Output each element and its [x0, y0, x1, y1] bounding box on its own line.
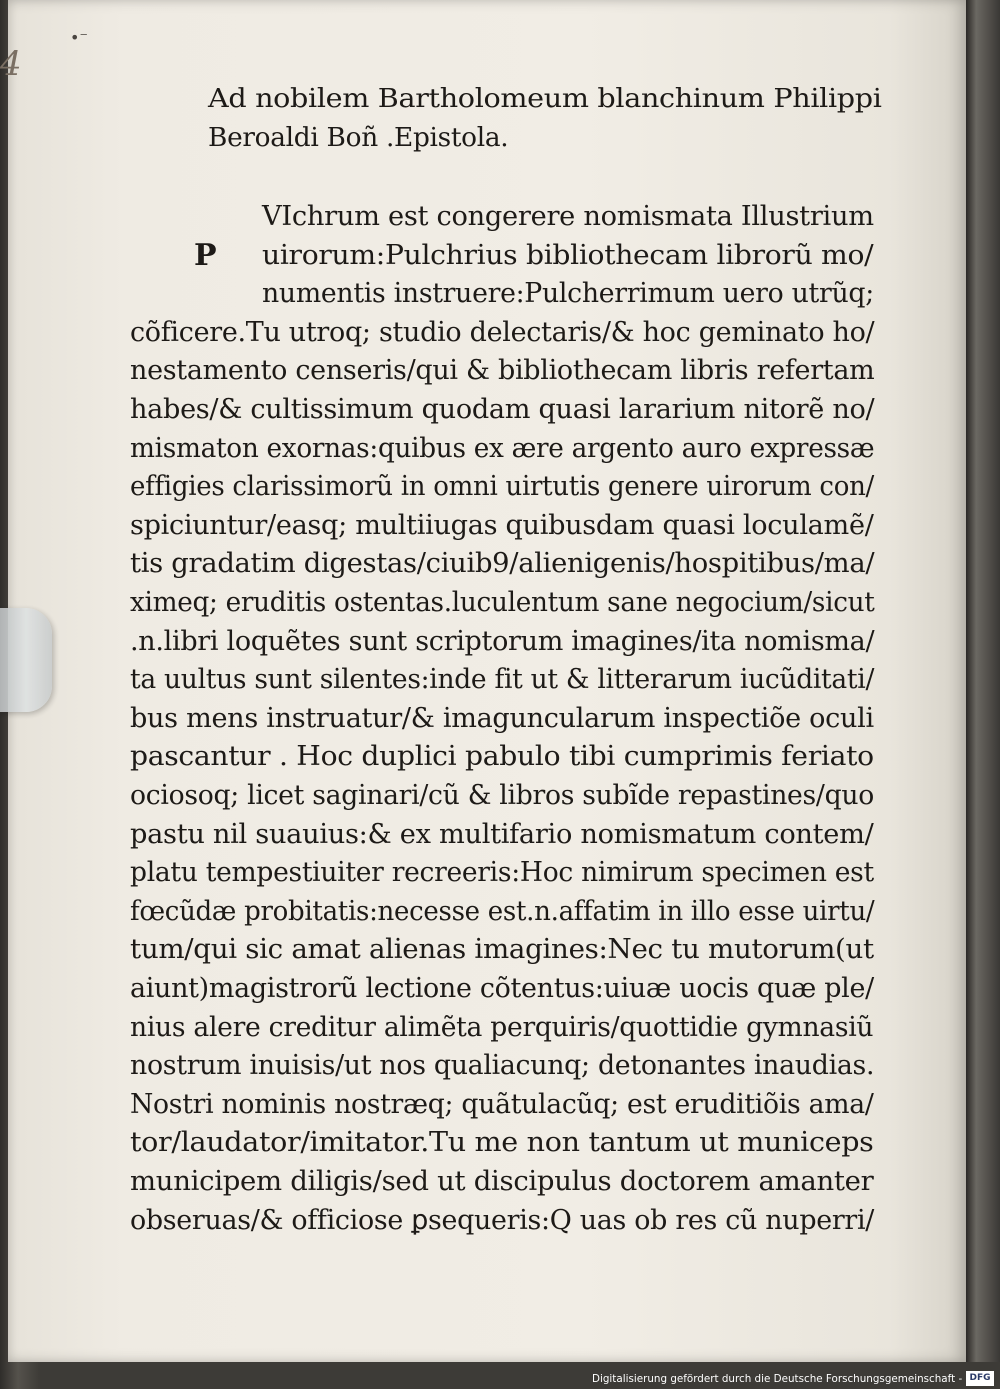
book-page [8, 0, 966, 1362]
body-line: numentis instruere:Pulcherrimum uero utrũq; [262, 278, 874, 310]
body-line: tis gradatim digestas/ciuib9/alienigenis/hospitibus/ma/ [130, 548, 875, 580]
margin-mark: 4 [0, 44, 22, 84]
body-line: bus mens instruatur/& imaguncularum inspectiõe oculi [130, 702, 874, 734]
body-line: aiunt)magistrorũ lectione cõtentus:uiuæ uocis quæ ple/ [130, 973, 874, 1004]
body-line: uirorum:Pulchrius bibliothecam librorũ mo/ [262, 239, 874, 271]
body-line: .n.libri loquẽtes sunt scriptorum imagines/ita nomisma/ [130, 625, 875, 657]
body-line: platu tempestiuiter recreeris:Hoc nimirum specimen est [130, 857, 874, 889]
body-line: nostrum inuisis/ut nos qualiacunq; detonantes inaudias. [130, 1050, 875, 1082]
digitization-credit: Digitalisierung gefördert durch die Deutsche Forschungsgemeinschaft - [592, 1372, 963, 1385]
body-line: Nostri nominis nostræq; quãtulacũq; est eruditiõis ama/ [130, 1088, 874, 1120]
body-line: pastu nil suauius:& ex multifario nomismatum contem/ [130, 818, 874, 850]
body-line: mismaton exornas:quibus ex ære argento auro expressæ [130, 432, 875, 464]
body-line: obseruas/& officiose ꝑsequeris:Q uas ob res cũ nuperri/ [130, 1204, 875, 1236]
body-line: municipem diligis/sed ut discipulus doctorem amanter [130, 1166, 874, 1197]
page-clip [0, 608, 52, 712]
drop-initial: P [194, 238, 217, 273]
page-edge [966, 0, 1000, 1362]
body-line: spiciuntur/easq; multiiugas quibusdam quasi loculamẽ/ [130, 509, 874, 541]
body-line: ta uultus sunt silentes:inde fit ut & litterarum iucũditati/ [130, 664, 875, 696]
body-line: cõficere.Tu utroq; studio delectaris/& hoc geminato ho/ [130, 316, 875, 348]
body-line: fœcũdæ probitatis:necesse est.n.affatim in illo esse uirtu/ [130, 895, 875, 927]
body-line: habes/& cultissimum quodam quasi lararium nitorẽ no/ [130, 394, 875, 425]
body-line: ximeq; eruditis ostentas.luculentum sane negocium/sicut [130, 587, 875, 618]
body-line: pascantur . Hoc duplici pabulo tibi cumprimis feriato [130, 741, 874, 773]
body-line: effigies clarissimorũ in omni uirtutis genere uirorum con/ [130, 471, 875, 503]
body-line: ociosoq; licet saginari/cũ & libros subĩde repastines/quo [130, 780, 874, 811]
body-line: nestamento censeris/qui & bibliothecam libris refertam [130, 355, 875, 387]
heading-line-1: Ad nobilem Bartholomeum blanchinum Philippi [208, 84, 882, 114]
heading-line-2: Beroaldi Boñ .Epistola. [208, 123, 509, 153]
dfg-logo: DFG [966, 1371, 994, 1386]
body-line: nius alere creditur alimẽta perquiris/quottidie gymnasiũ [130, 1011, 874, 1043]
corner-mark: •⁻ [70, 28, 88, 47]
body-line: tor/laudator/imitator.Tu me non tantum ut municeps [130, 1127, 874, 1159]
body-line: VIchrum est congerere nomismata Illustrium [262, 201, 874, 232]
body-line: tum/qui sic amat alienas imagines:Nec tu mutorum(ut [130, 934, 874, 966]
